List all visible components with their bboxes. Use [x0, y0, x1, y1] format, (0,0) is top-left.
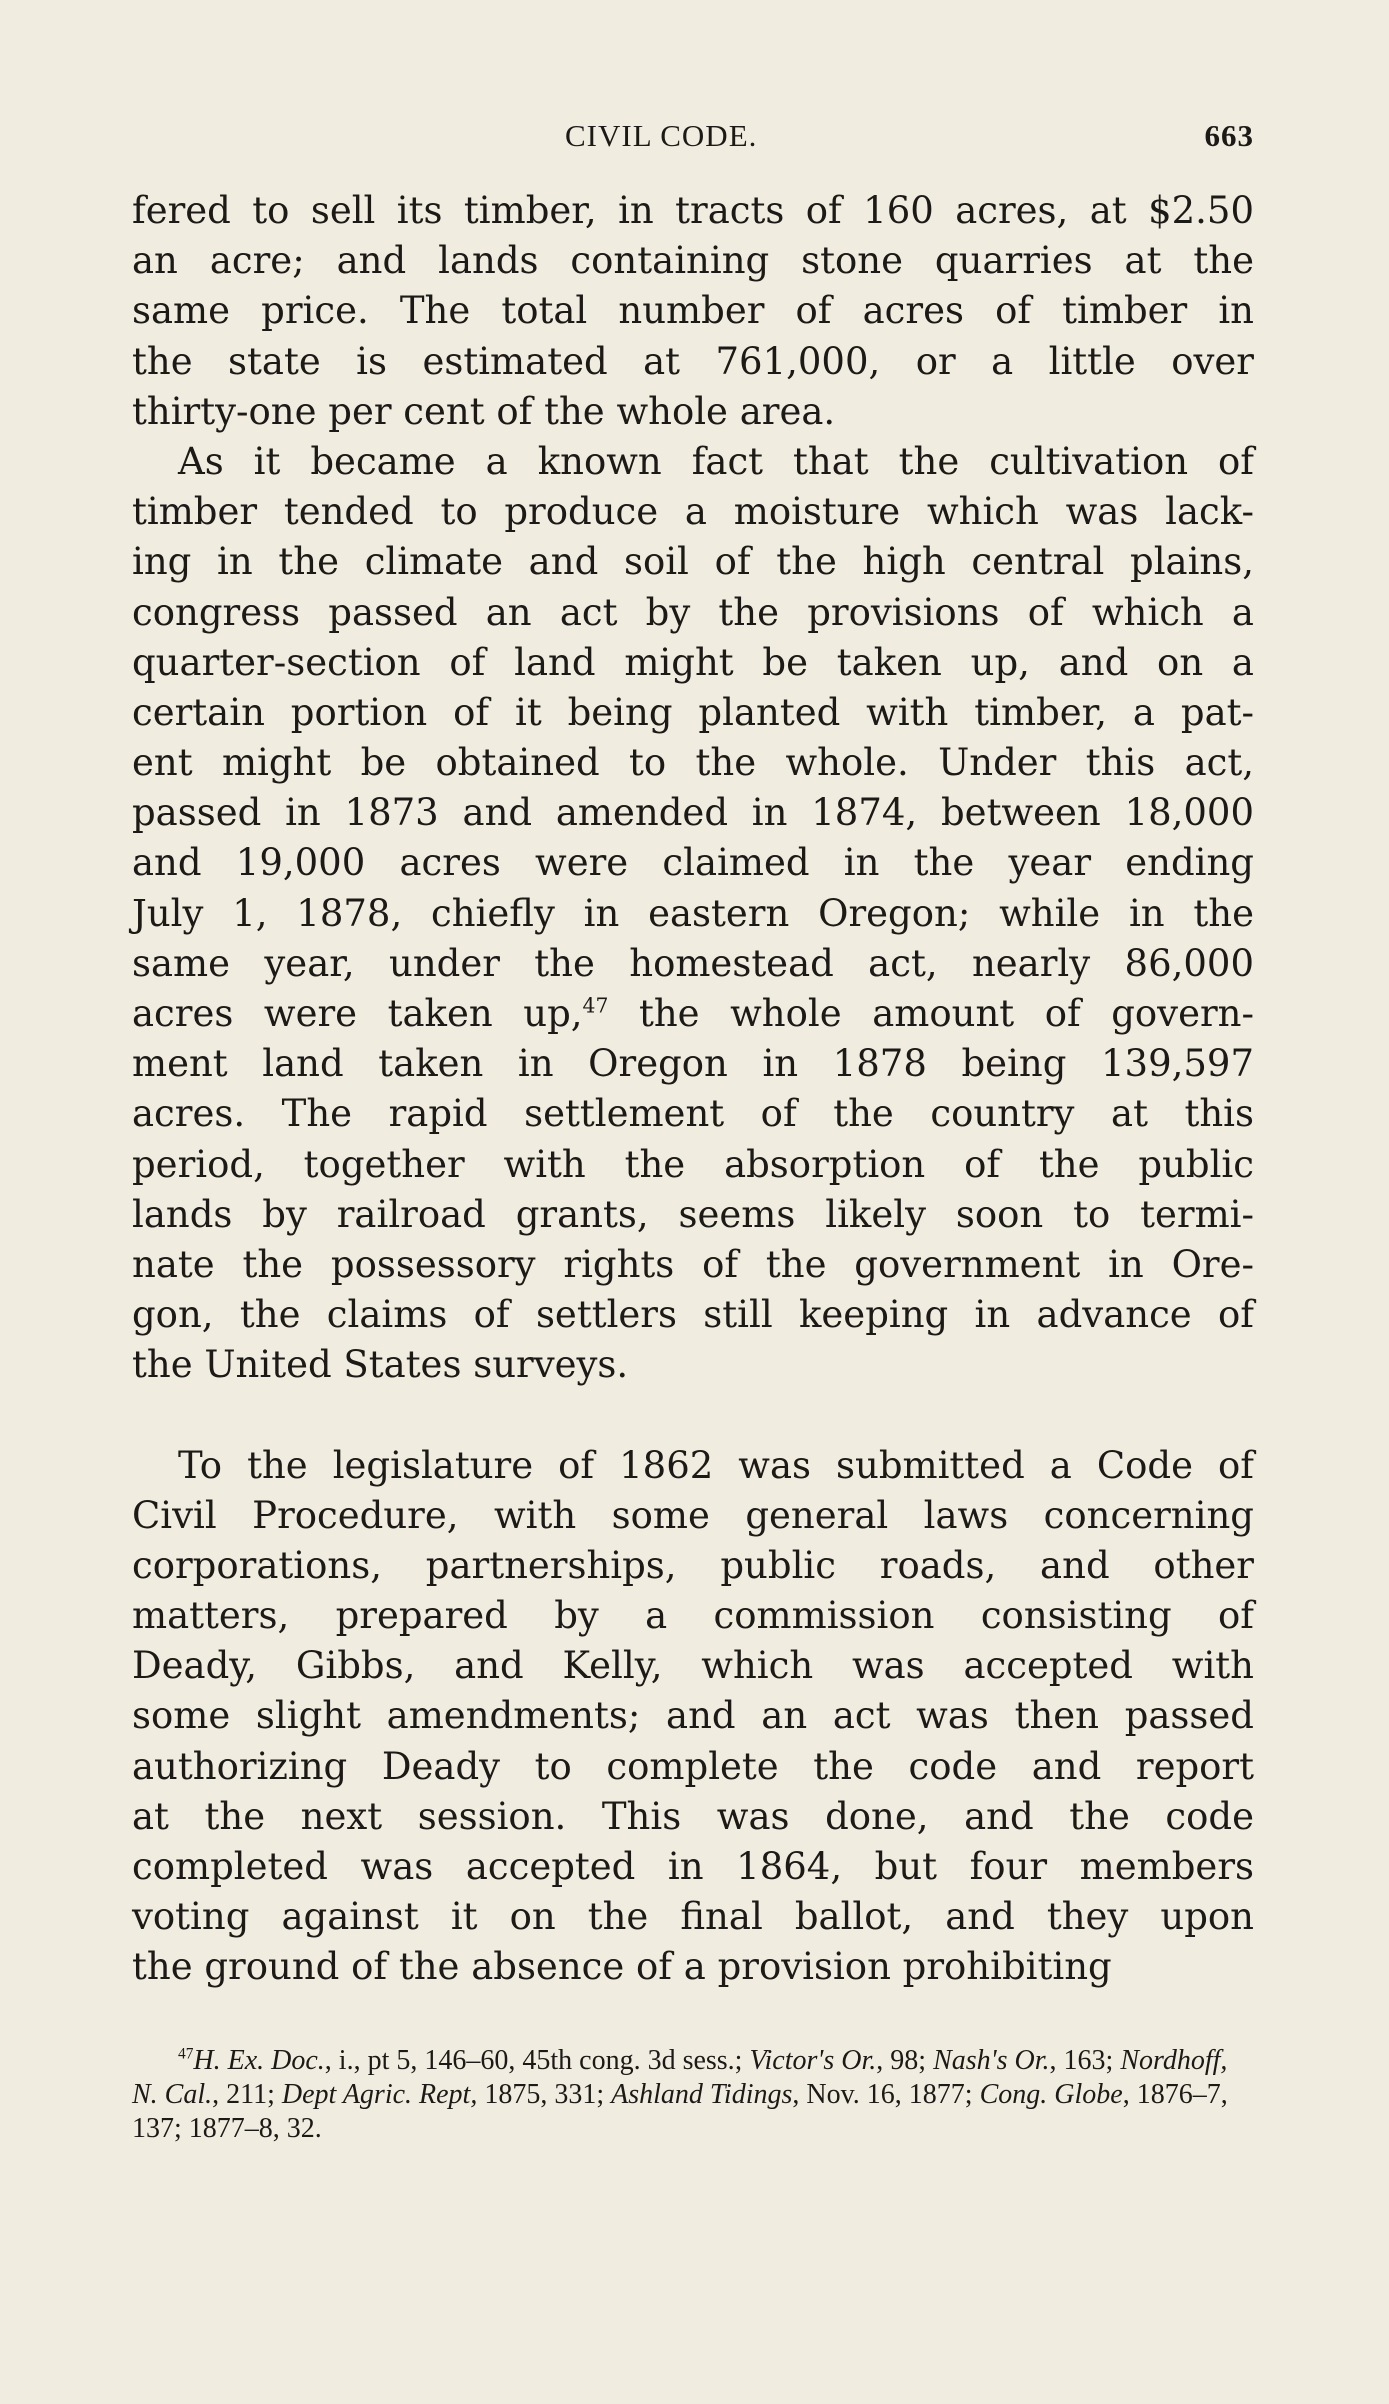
- text-line: certain portion of it being planted with timber, a pat-: [132, 690, 1254, 734]
- footnote-citation: Nash's Or.: [933, 2045, 1050, 2076]
- text-line: [132, 989, 1254, 1039]
- footnote-number: 47: [178, 2045, 194, 2063]
- footnote-text: , 163;: [1049, 2045, 1121, 2076]
- text-line: same year, under the homestead act, nearly 86,000: [132, 941, 1254, 985]
- text-line: some slight amendments; and an act was then passed: [132, 1694, 1254, 1738]
- text-line: same price. The total number of acres of timber in: [132, 289, 1254, 333]
- text-line: authorizing Deady to complete the code and report: [132, 1744, 1254, 1788]
- text-line: acres. The rapid settlement of the country at this: [132, 1092, 1254, 1136]
- text-line: fered to sell its timber, in tracts of 160 acres, at $2.50: [132, 189, 1254, 232]
- text-line: voting against it on the final ballot, and they upon: [132, 1895, 1254, 1939]
- text-line: thirty-one per cent of the whole area.: [132, 389, 836, 433]
- text-line: the United States surveys.: [132, 1343, 629, 1387]
- footnote-text: 1875, 331;: [477, 2079, 612, 2110]
- footnote-citation: Victor's Or.: [749, 2045, 877, 2076]
- footnote-text: , Nov. 16, 1877;: [792, 2079, 980, 2110]
- footnote-citation: Dept Agric. Rept,: [281, 2079, 478, 2110]
- text-line: July 1, 1878, chiefly in eastern Oregon; while in the: [132, 891, 1254, 935]
- text-line: To the legislature of 1862 was submitted a Code of: [178, 1443, 1254, 1487]
- text-line: nate the possessory rights of the government in Ore-: [132, 1242, 1254, 1286]
- footnote-citation: Nordhoff, N. Cal.: [132, 2045, 1228, 2110]
- section-gap: [132, 1391, 1254, 1441]
- text-line: As it became a known fact that the cultivation of: [178, 439, 1254, 483]
- paragraph-2: [132, 437, 1254, 1391]
- text-line: passed in 1873 and amended in 1874, between 18,000: [132, 791, 1254, 835]
- text-line: matters, prepared by a commission consisting of: [132, 1594, 1254, 1638]
- text-line: Civil Procedure, with some general laws concerning: [132, 1493, 1254, 1537]
- text-fragment: the whole amount of govern-: [608, 992, 1254, 1035]
- footnote-citation: Cong. Globe: [979, 2079, 1123, 2110]
- text-line: ent might be obtained to the whole. Under this act,: [132, 741, 1254, 785]
- footnote-text: , 211;: [212, 2079, 282, 2110]
- paragraph-1: [132, 186, 1254, 437]
- text-line: gon, the claims of settlers still keeping in advance of: [132, 1293, 1254, 1337]
- text-line: congress passed an act by the provisions of which a: [132, 590, 1254, 634]
- text-line: lands by railroad grants, seems likely soon to termi-: [132, 1192, 1254, 1236]
- text-fragment: acres were taken up,: [132, 992, 583, 1035]
- text-line: completed was accepted in 1864, but four members: [132, 1845, 1254, 1888]
- footnote-citation: Ashland Tidings: [611, 2079, 793, 2110]
- footnote-citation: H. Ex. Doc.: [193, 2045, 325, 2076]
- text-line: corporations, partnerships, public roads, and other: [132, 1543, 1254, 1587]
- text-line: the state is estimated at 761,000, or a little over: [132, 339, 1254, 383]
- footnote-reference: 47: [582, 993, 609, 1018]
- body-text: [132, 186, 1254, 1993]
- running-header: [565, 118, 1254, 158]
- paragraph-3: [132, 1441, 1254, 1993]
- text-line: the ground of the absence of a provision prohibiting: [132, 1945, 1112, 1989]
- page-number: 663: [1204, 118, 1254, 153]
- footnote-text: , i., pt 5, 146–60, 45th cong. 3d sess.;: [324, 2045, 750, 2076]
- header-title: CIVIL CODE.: [565, 118, 758, 153]
- footnote-text: , 98;: [876, 2045, 934, 2076]
- text-line: an acre; and lands containing stone quarries at the: [132, 239, 1254, 283]
- text-line: ing in the climate and soil of the high central plains,: [132, 540, 1254, 584]
- text-line: quarter-section of land might be taken up, and on a: [132, 640, 1254, 684]
- text-line: and 19,000 acres were claimed in the year ending: [132, 841, 1254, 885]
- text-line: Deady, Gibbs, and Kelly, which was accepted with: [132, 1644, 1254, 1688]
- footnote-text: , 1876–7, 137; 1877–8, 32.: [132, 2079, 1228, 2144]
- text-line: ment land taken in Oregon in 1878 being 139,597: [132, 1042, 1254, 1086]
- text-line: at the next session. This was done, and the code: [132, 1794, 1254, 1838]
- text-line: period, together with the absorption of the public: [132, 1142, 1254, 1186]
- text-line: timber tended to produce a moisture which was lack-: [132, 490, 1254, 534]
- footnote: [132, 2044, 1254, 2146]
